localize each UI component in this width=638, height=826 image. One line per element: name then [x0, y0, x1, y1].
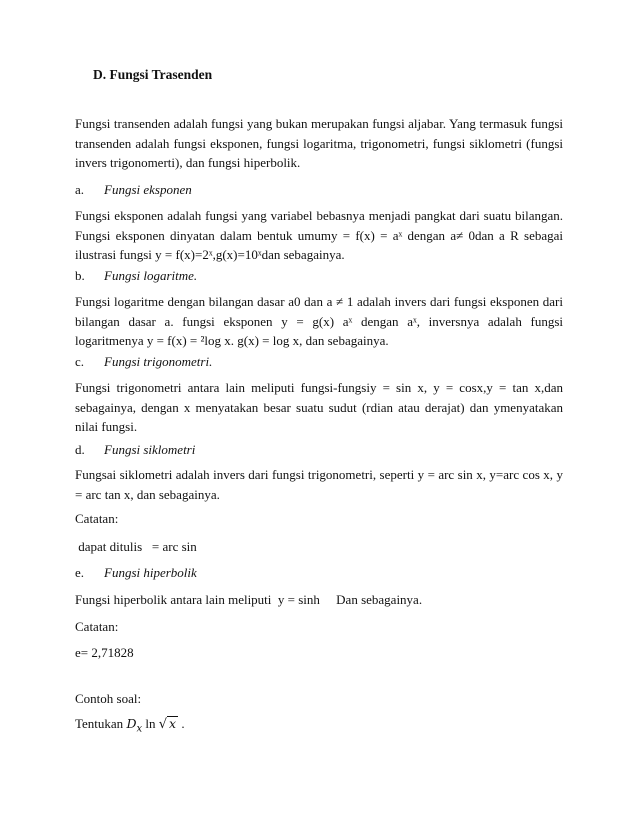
subsection-title: Fungsi logaritme.: [104, 268, 198, 283]
subsection-title: Fungsi eksponen: [104, 182, 192, 197]
radicand: x: [169, 716, 177, 731]
subsection-a-body: Fungsi eksponen adalah fungsi yang variabel bebasnya menjadi pangkat dari suatu bilangan. Fungsi eksponen dinyatan dalam bentuk umumy = f(x) = aˣ dengan a≠ 0dan a R sebagai ilustrasi fungsi y = f(x)=2ˣ,g(x)=10ˣdan sebagainya.: [75, 208, 563, 262]
subsection-e-body: Fungsi hiperbolik antara lain meliputi y = sinh Dan sebagainya.: [75, 592, 423, 607]
subsection-a-heading: [75, 180, 563, 199]
note-label: Catatan:: [75, 619, 119, 634]
section-heading: D. Fungsi Trasenden: [93, 67, 213, 82]
derivative-subscript: x: [136, 723, 143, 735]
subsection-letter: d.: [75, 442, 85, 457]
example-question: [75, 714, 185, 739]
note-text: dapat ditulis = arc sin: [75, 539, 197, 554]
subsection-e-heading: [75, 563, 563, 582]
subsection-letter: b.: [75, 268, 85, 283]
example-suffix: .: [178, 716, 185, 731]
function-name: ln: [142, 716, 159, 731]
subsection-c-body: Fungsi trigonometri antara lain meliputi fungsi-fungsiy = sin x, y = cosx,y = tan x,dan sebagainya, dengan x menyatakan besar suatu sudut (rdian atau derajat) dan ymenyatakan nilai fungsi.: [75, 380, 563, 434]
note-label: Catatan:: [75, 511, 119, 526]
subsection-letter: c.: [75, 354, 85, 369]
radical-sign: √: [158, 717, 168, 732]
subsection-b-heading: [75, 266, 563, 285]
example-prefix: Tentukan: [75, 716, 127, 731]
subsection-letter: e.: [75, 565, 85, 580]
subsection-title: Fungsi hiperbolik: [104, 565, 197, 580]
subsection-c-heading: [75, 352, 563, 371]
intro-paragraph: Fungsi transenden adalah fungsi yang bukan merupakan fungsi aljabar. Yang termasuk fungsi transenden adalah fungsi eksponen, fungsi logaritma, trigonometri, fungsi siklometri (fungsi invers trigonomerti), dan fungsi hiperbolik.: [75, 116, 563, 170]
subsection-d-heading: [75, 440, 563, 459]
subsection-title: Fungsi trigonometri.: [104, 354, 213, 369]
derivative-operator: D: [126, 716, 137, 731]
subsection-title: Fungsi siklometri: [104, 442, 196, 457]
subsection-letter: a.: [75, 182, 85, 197]
note-text: e= 2,71828: [75, 645, 134, 660]
subsection-d-body: Fungsai siklometri adalah invers dari fungsi trigonometri, seperti y = arc sin x, y=arc cos x, y = arc tan x, dan sebagainya.: [75, 467, 563, 502]
example-label: Contoh soal:: [75, 691, 142, 706]
subsection-b-body: Fungsi logaritme dengan bilangan dasar a0 dan a ≠ 1 adalah invers dari fungsi eksponen dari bilangan dasar a. fungsi eksponen y = g(x) aˣ dengan aˣ, inversnya adalah fungsi logaritmenya y = f(x) = ²log x. g(x) = log x, dan sebagainya.: [75, 294, 563, 348]
